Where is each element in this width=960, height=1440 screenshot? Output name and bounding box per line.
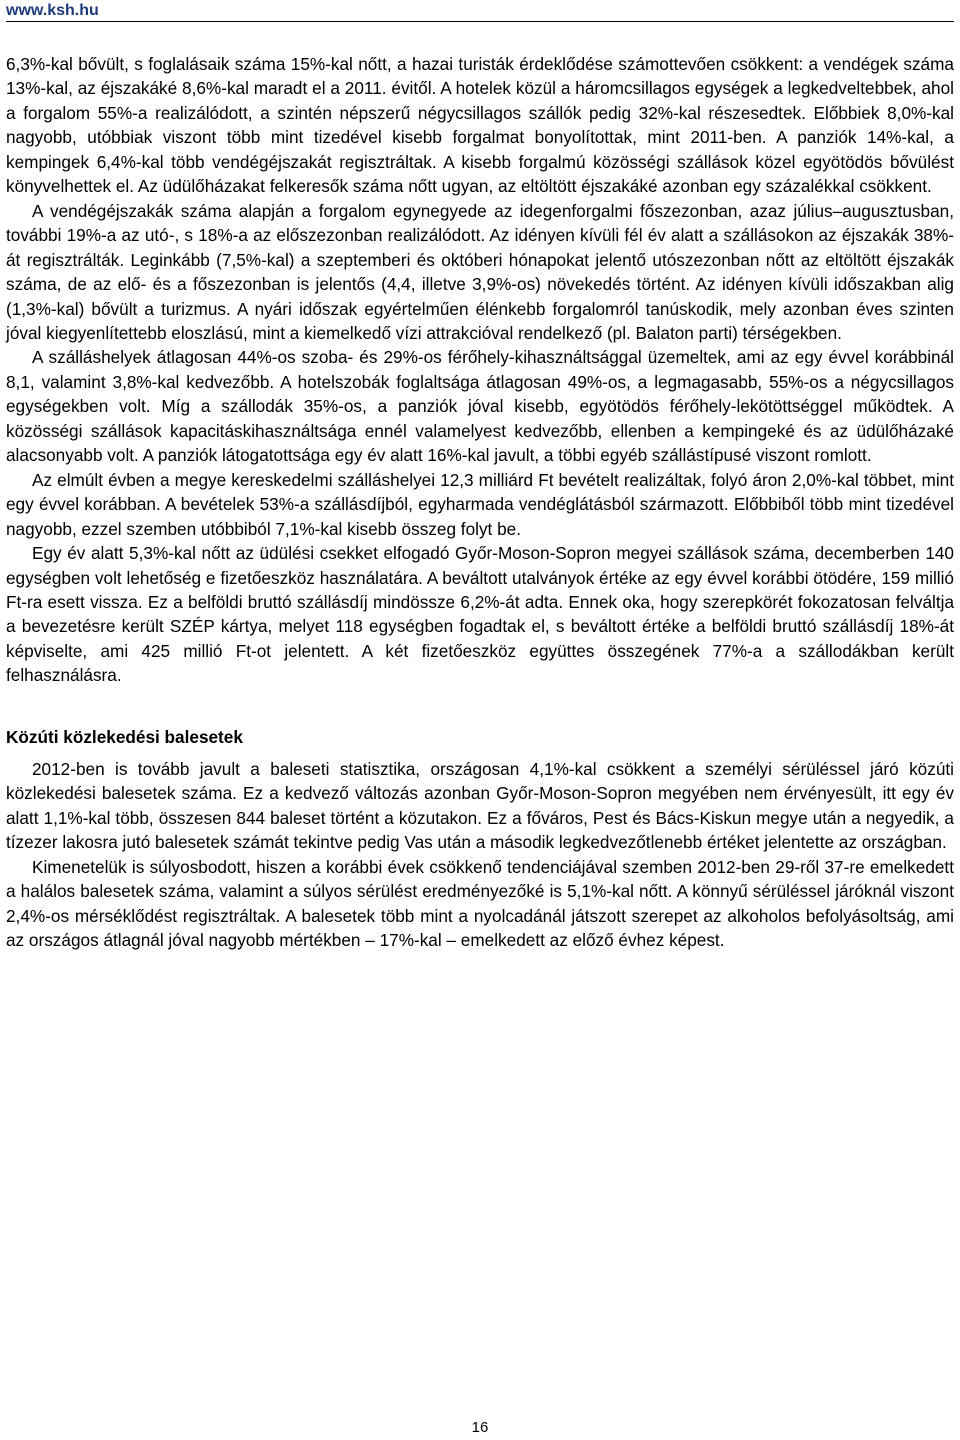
paragraph-occupancy: A szálláshelyek átlagosan 44%-os szoba- és 29%-os férőhely-kihasználtsággal üzemeltek, ami az egy évvel korábbinál 8,1, valamint 3,8%-kal kedvezőbb. A hotelszobák foglaltsága átlagosan 49%-os, a legmagasabb, 55%-os a négycsillagos egységekben volt. Míg a szállodák 35%-os, a panziók jóval kisebb, egyötödös férőhely-lekötöttséggel működtek. A közösségi szállások kapacitáskihasználtsága ennél valamelyest kedvezőbb, ellenben a kempingeké és az üdülőházaké alacsonyabb volt. A panziók látogatottsága egy év alatt 16%-kal javult, a többi egyéb szállástípusé viszont romlott. <box>6 347 954 466</box>
page-header <box>6 1 954 22</box>
paragraph-holiday-vouchers: Egy év alatt 5,3%-kal nőtt az üdülési csekket elfogadó Győr-Moson-Sopron megyei szállások száma, decemberben 140 egységben volt lehetőség e fizetőeszköz használatára. A beváltott utalványok értéke az egy évvel korábbi ötödére, 159 millió Ft-ra esett vissza. Ez a belföldi bruttó szállásdíj mindössze 6,2%-át adta. Ennek oka, hogy szerepkörét fokozatosan felváltja a bevezetésre került SZÉP kártya, melyet 118 egységben fogadtak el, s beváltott értéke a belföldi bruttó szállásdíj 18%-át képviselte, ami 425 millió Ft-ot jelentett. A két fizetőeszköz együttes összegének 77%-a a szállodákban került felhasználásra. <box>6 543 954 686</box>
page-number: 16 <box>471 1419 489 1436</box>
section-heading-road-accidents: Közúti közlekedési balesetek <box>6 726 243 747</box>
paragraph-accident-statistics: 2012-ben is tovább javult a baleseti statisztika, országosan 4,1%-kal csökkent a személyi sérüléssel járó közúti közlekedési balesetek száma. Ez a kedvező változás azonban Győr-Moson-Sopron megyében nem érvényesült, itt egy év alatt 1,1%-kal több, összesen 844 baleset történt a közutakon. Ez a főváros, Pest és Bács-Kiskun megye után a negyedik, a tízezer lakosra jutó balesetek számát tekintve pedig Vas után a második legkedvezőtlenebb értéket jelentette az országban. <box>6 758 954 853</box>
paragraph-seasonality: A vendégéjszakák száma alapján a forgalom egynegyede az idegenforgalmi főszezonban, azaz július–augusztusban, további 19%-a az utó-, s 18%-a az előszezonban realizálódott. Az idényen kívüli fél év alatt a szállásokon az éjszakák 38%-át regisztrálták. Leginkább (7,5%-kal) a szeptemberi és októberi hónapokat jelentő utószezonban nőtt az eltöltött éjszakák száma, de az elő- és a főszezonban is jelentős (4,4, illetve 3,9%-os) növekedés történt. Az idényen kívüli időszakban alig (1,3%-kal) bővült a turizmus. A nyári időszak egyértelműen élénkebb forgalomról tanúskodik, mely azonban éves szinten jóval kiegyenlítettebb eloszlású, mint a kiemelkedő vízi attrakcióval rendelkező (pl. Balaton parti) térségekben. <box>6 200 954 343</box>
document-body <box>6 52 954 952</box>
paragraph-revenue: Az elmúlt évben a megye kereskedelmi szálláshelyei 12,3 milliárd Ft bevételt realizáltak, folyó áron 2,0%-kal többet, mint egy évvel korábban. A bevételek 53%-a szállásdíjból, egyharmada vendéglátásból származott. Előbbiből több mint tizedével nagyobb, ezzel szemben utóbbiból 7,1%-kal kisebb összeg folyt be. <box>6 469 954 539</box>
paragraph-accident-severity: Kimenetelük is súlyosbodott, hiszen a korábbi évek csökkenő tendenciájával szemben 2012-ben 29-ről 37-re emelkedett a halálos balesetek száma, valamint a súlyos sérülést eredményezőké is 5,1%-kal nőtt. A könnyű sérüléssel járóknál viszont 2,4%-os mérséklődést regisztráltak. A balesetek több mint a nyolcadánál játszott szerepet az alkoholos befolyásoltság, ami az országos átlagnál jóval nagyobb mértékben – 17%-kal – emelkedett az előző évhez képest. <box>6 856 954 950</box>
site-url: www.ksh.hu <box>6 2 99 19</box>
paragraph-accommodation-continued: 6,3%-kal bővült, s foglalásaik száma 15%-kal nőtt, a hazai turisták érdeklődése számottevően csökkent: a vendégek száma 13%-kal, az éjszakáké 8,6%-kal maradt el a 2011. évitől. A hotelek közül a háromcsillagos egységek a legkedveltebbek, ahol a forgalom 55%-a realizálódott, a szintén népszerű négycsillagos szállók pedig 32%-kal részesedtek. Előbbiek 8,0%-kal nagyobb, utóbbiak viszont több mint tizedével kisebb forgalmat bonyolítottak, mint 2011-ben. A panziók 14%-kal, a kempingek 6,4%-kal több vendégéjszakát regisztráltak. A kisebb forgalmú közösségi szállások közel egyötödös bővülést könyvelhettek el. Az üdülőházakat felkeresők száma nőtt ugyan, az eltöltött éjszakáké azonban egy százalékkal csökkent. <box>6 54 954 197</box>
